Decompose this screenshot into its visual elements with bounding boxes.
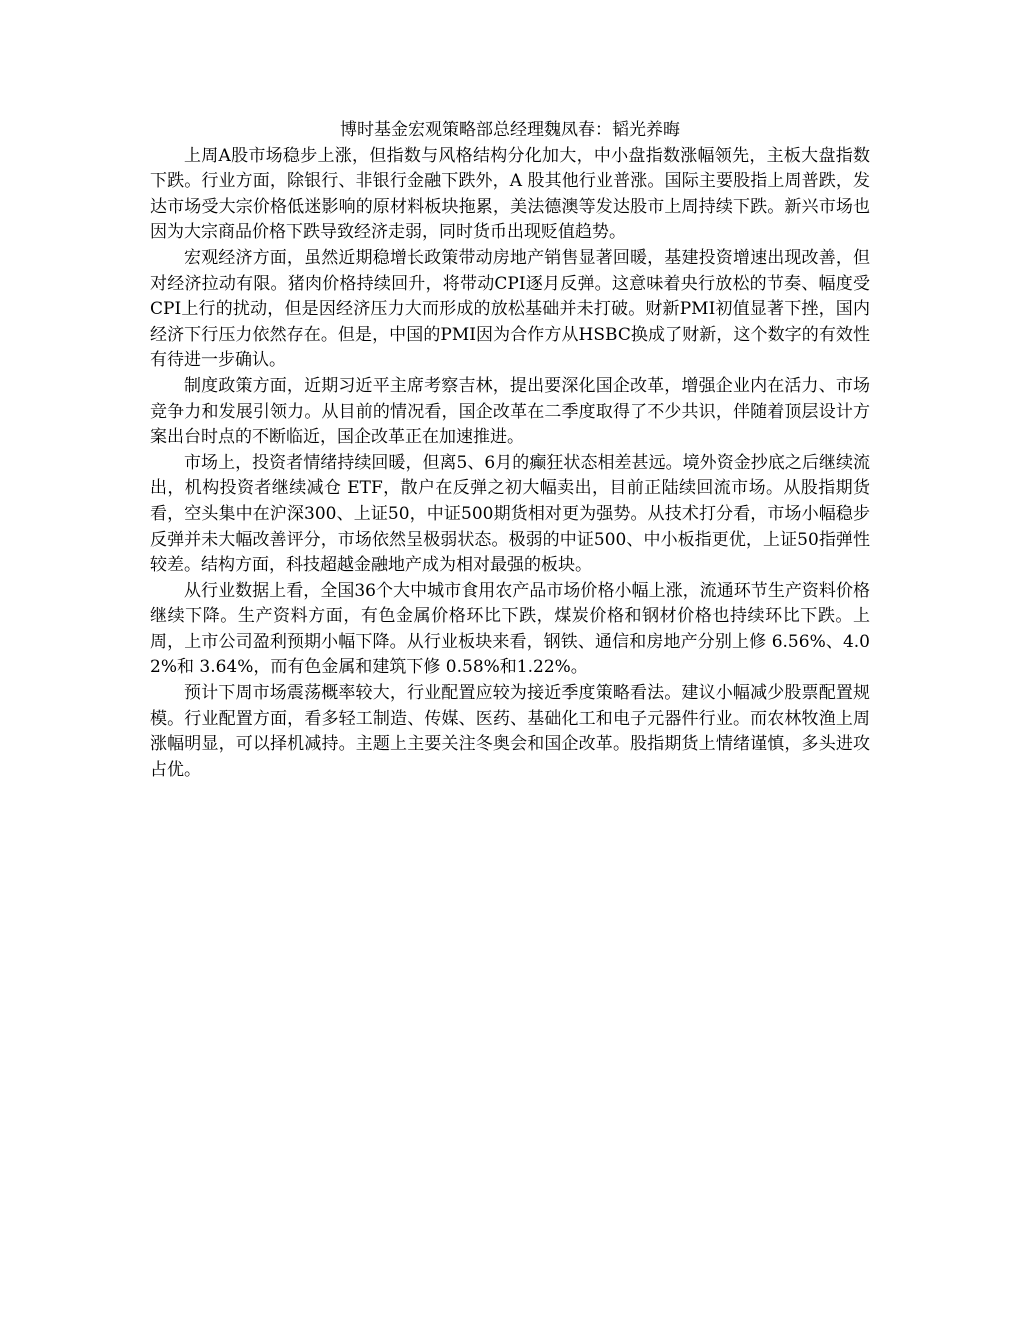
paragraph-market-review: 上周A股市场稳步上涨，但指数与风格结构分化加大，中小盘指数涨幅领先，主板大盘指数下跌。行业方面，除银行、非银行金融下跌外，A 股其他行业普涨。国际主要股指上周普跌，发达市场受大宗价格低迷影响的原材料板块拖累，美法德澳等发达股市上周持续下跌。新兴市场也因为大宗商品价格下跌导致经济走弱，同时货币出现贬值趋势。 — [150, 145, 870, 243]
paragraph-macro-economy: 宏观经济方面，虽然近期稳增长政策带动房地产销售显著回暖，基建投资增速出现改善，但对经济拉动有限。猪肉价格持续回升，将带动CPI逐月反弹。这意味着央行放松的节奏、幅度受CPI上行的扰动，但是因经济压力大而形成的放松基础并未打破。财新PMI初值显著下挫，国内经济下行压力依然存在。但是，中国的PMI因为合作方从HSBC换成了财新，这个数字的有效性有待进一步确认。 — [150, 247, 870, 371]
paragraph-policy: 制度政策方面，近期习近平主席考察吉林，提出要深化国企改革，增强企业内在活力、市场竞争力和发展引领力。从目前的情况看，国企改革在二季度取得了不少共识，伴随着顶层设计方案出台时点的不断临近，国企改革正在加速推进。 — [150, 375, 870, 448]
paragraph-industry-data: 从行业数据上看，全国36个大中城市食用农产品市场价格小幅上涨，流通环节生产资料价格继续下降。生产资料方面，有色金属价格环比下跌，煤炭价格和钢材价格也持续环比下跌。上周，上市公司盈利预期小幅下降。从行业板块来看，钢铁、通信和房地产分别上修 6.56%、4.02%和 3.64%，而有色金属和建筑下修 0.58%和1.22%。 — [150, 580, 870, 678]
document-page — [150, 118, 870, 783]
document-title: 博时基金宏观策略部总经理魏凤春：韬光养晦 — [340, 120, 680, 140]
paragraph-outlook: 预计下周市场震荡概率较大，行业配置应较为接近季度策略看法。建议小幅减少股票配置规模。行业配置方面，看多轻工制造、传媒、医药、基础化工和电子元器件行业。而农林牧渔上周涨幅明显，可以择机减持。主题上主要关注冬奥会和国企改革。股指期货上情绪谨慎，多头进攻占优。 — [150, 683, 870, 780]
paragraph-market-sentiment: 市场上，投资者情绪持续回暖，但离5、6月的癫狂状态相差甚远。境外资金抄底之后继续流出，机构投资者继续减仓 ETF，散户在反弹之初大幅卖出，目前正陆续回流市场。从股指期货看，空头集中在沪深300、上证50，中证500期货相对更为强势。从技术打分看，市场小幅稳步反弹并未大幅改善评分，市场依然呈极弱状态。极弱的中证500、中小板指更优，上证50指弹性较差。结构方面，科技超越金融地产成为相对最强的板块。 — [150, 452, 870, 576]
